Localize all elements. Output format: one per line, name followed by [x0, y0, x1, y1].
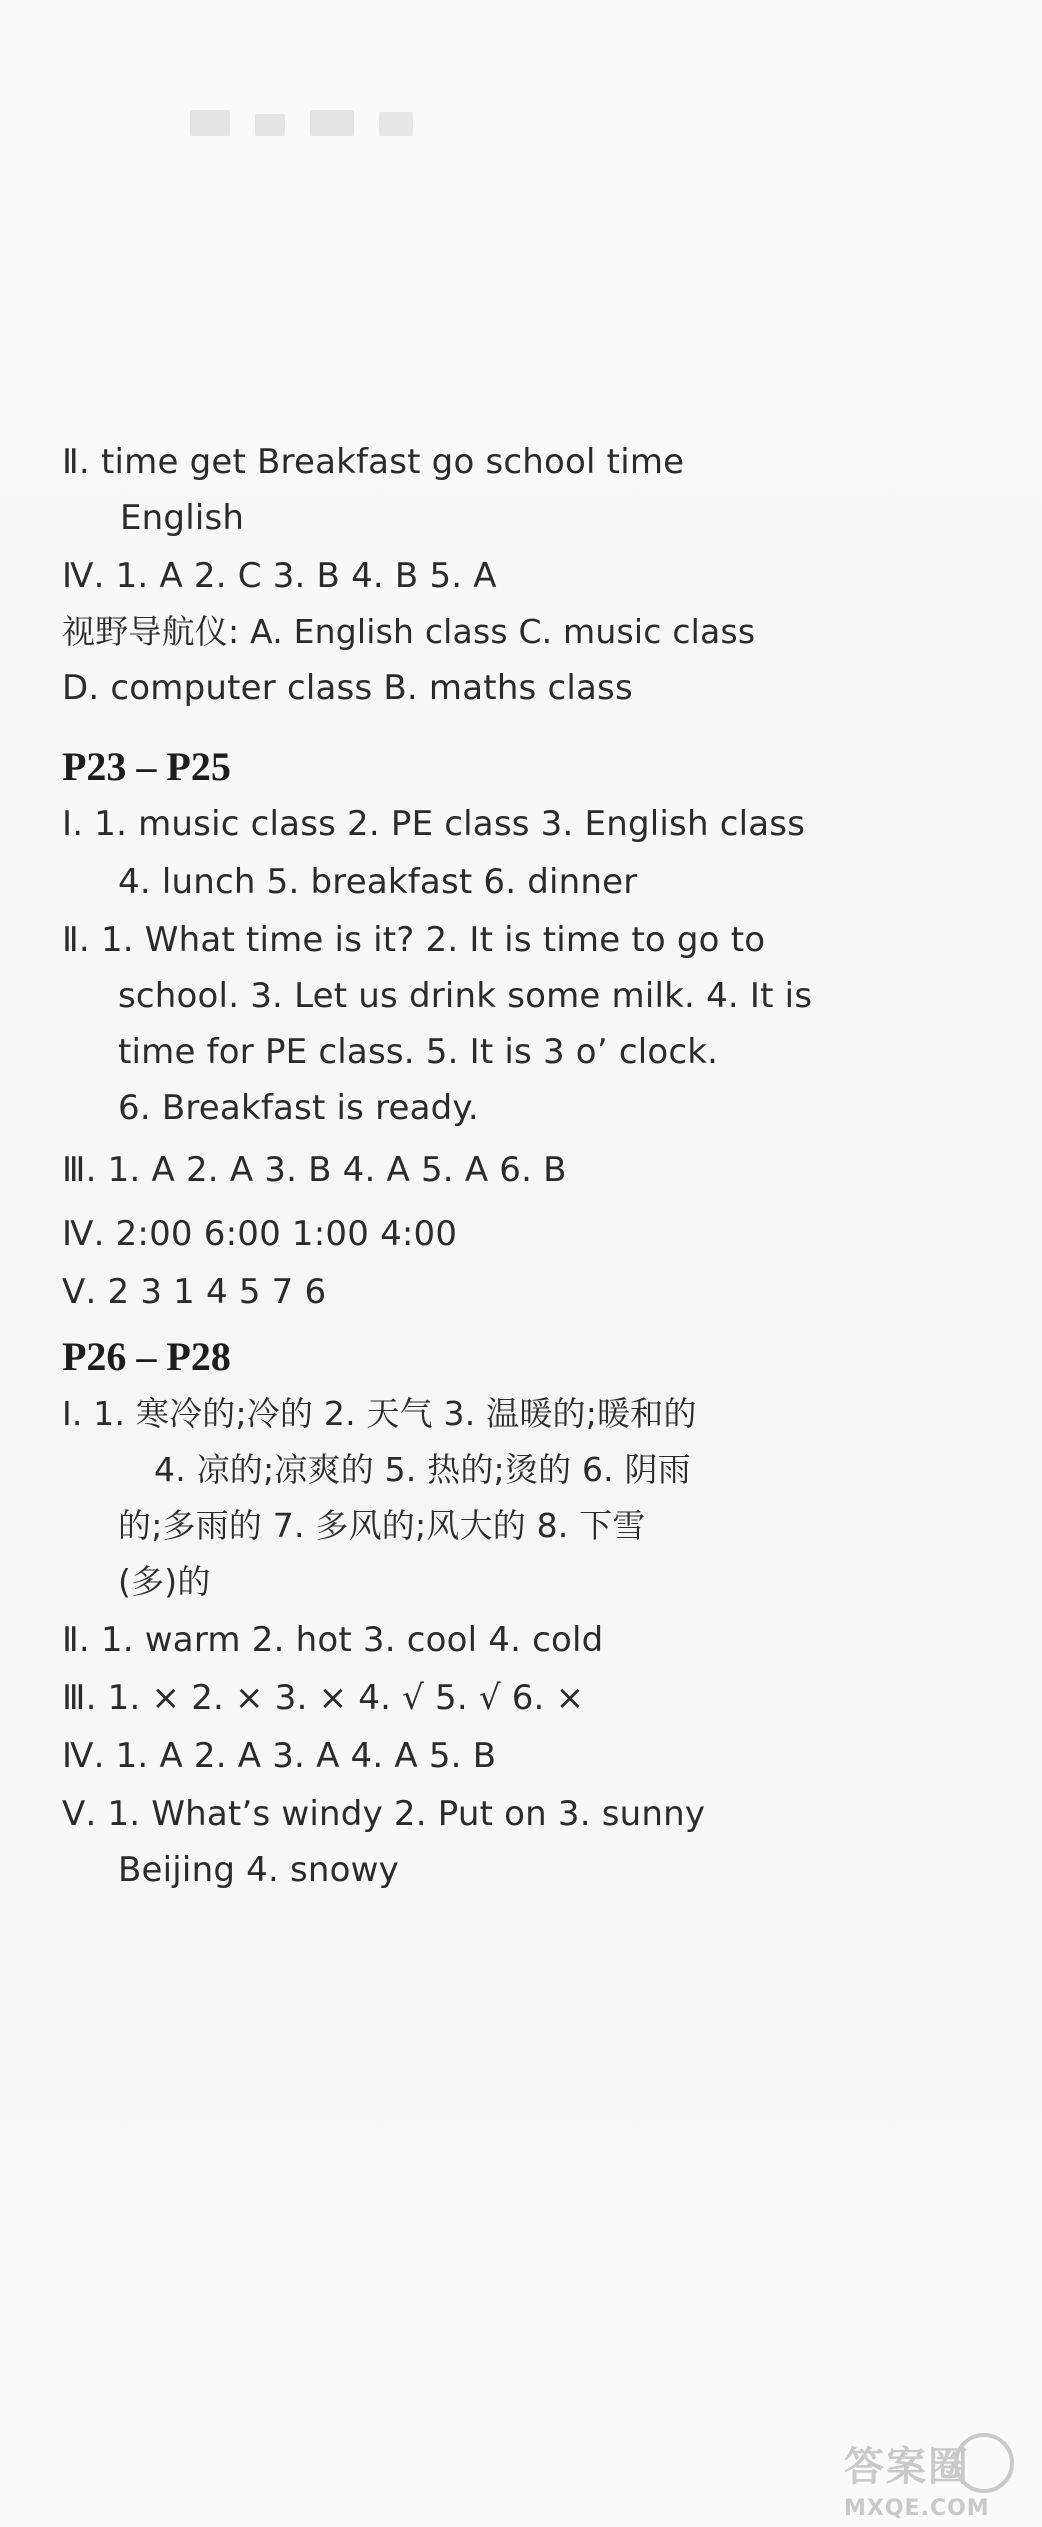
p23-section-4: Ⅳ. 2:00 6:00 1:00 4:00 — [62, 1214, 458, 1254]
p23-section-1-cont: 4. lunch 5. breakfast 6. dinner — [118, 862, 638, 902]
p23-section-2-cont-3: 6. Breakfast is ready. — [118, 1088, 479, 1128]
p26-section-1-cont-2: 的;多雨的 7. 多风的;风大的 8. 下雪 — [118, 1506, 646, 1545]
vision-nav-line-2: D. computer class B. maths class — [62, 668, 633, 708]
site-watermark-logo — [844, 2429, 1020, 2521]
p23-section-2-cont-1: school. 3. Let us drink some milk. 4. It is — [118, 976, 813, 1016]
p26-section-5: Ⅴ. 1. What’s windy 2. Put on 3. sunny — [62, 1794, 706, 1834]
p26-section-5-cont: Beijing 4. snowy — [118, 1850, 399, 1890]
p23-section-2-cont-2: time for PE class. 5. It is 3 o’ clock. — [118, 1032, 719, 1072]
watermark-top-text: 答案圈 — [844, 2444, 970, 2490]
vision-nav-line: 视野导航仪: A. English class C. music class — [62, 612, 756, 651]
p23-section-2: Ⅱ. 1. What time is it? 2. It is time to go to — [62, 920, 766, 960]
section-4-a: Ⅳ. 1. A 2. C 3. B 4. B 5. A — [62, 556, 497, 596]
bleed-through-marks — [180, 110, 560, 230]
section-2-a-cont: English — [120, 498, 245, 538]
p26-section-4: Ⅳ. 1. A 2. A 3. A 4. A 5. B — [62, 1736, 497, 1776]
p23-section-1: Ⅰ. 1. music class 2. PE class 3. English class — [62, 804, 806, 844]
p26-section-3: Ⅲ. 1. × 2. × 3. × 4. √ 5. √ 6. × — [62, 1678, 585, 1718]
p26-section-2: Ⅱ. 1. warm 2. hot 3. cool 4. cold — [62, 1620, 604, 1660]
heading-p26-p28: P26 – P28 — [62, 1334, 231, 1379]
heading-p23-p25: P23 – P25 — [62, 744, 231, 789]
section-2-a: Ⅱ. time get Breakfast go school time — [62, 442, 685, 482]
p26-section-1: Ⅰ. 1. 寒冷的;冷的 2. 天气 3. 温暖的;暖和的 — [62, 1394, 697, 1433]
p23-section-5: Ⅴ. 2 3 1 4 5 7 6 — [62, 1272, 327, 1312]
watermark-bottom-text: MXQE.COM — [844, 2496, 990, 2521]
p23-section-3: Ⅲ. 1. A 2. A 3. B 4. A 5. A 6. B — [62, 1150, 567, 1190]
p26-section-1-cont-3: (多)的 — [118, 1562, 211, 1601]
p26-section-1-cont-1: 4. 凉的;凉爽的 5. 热的;烫的 6. 阴雨 — [154, 1450, 691, 1489]
